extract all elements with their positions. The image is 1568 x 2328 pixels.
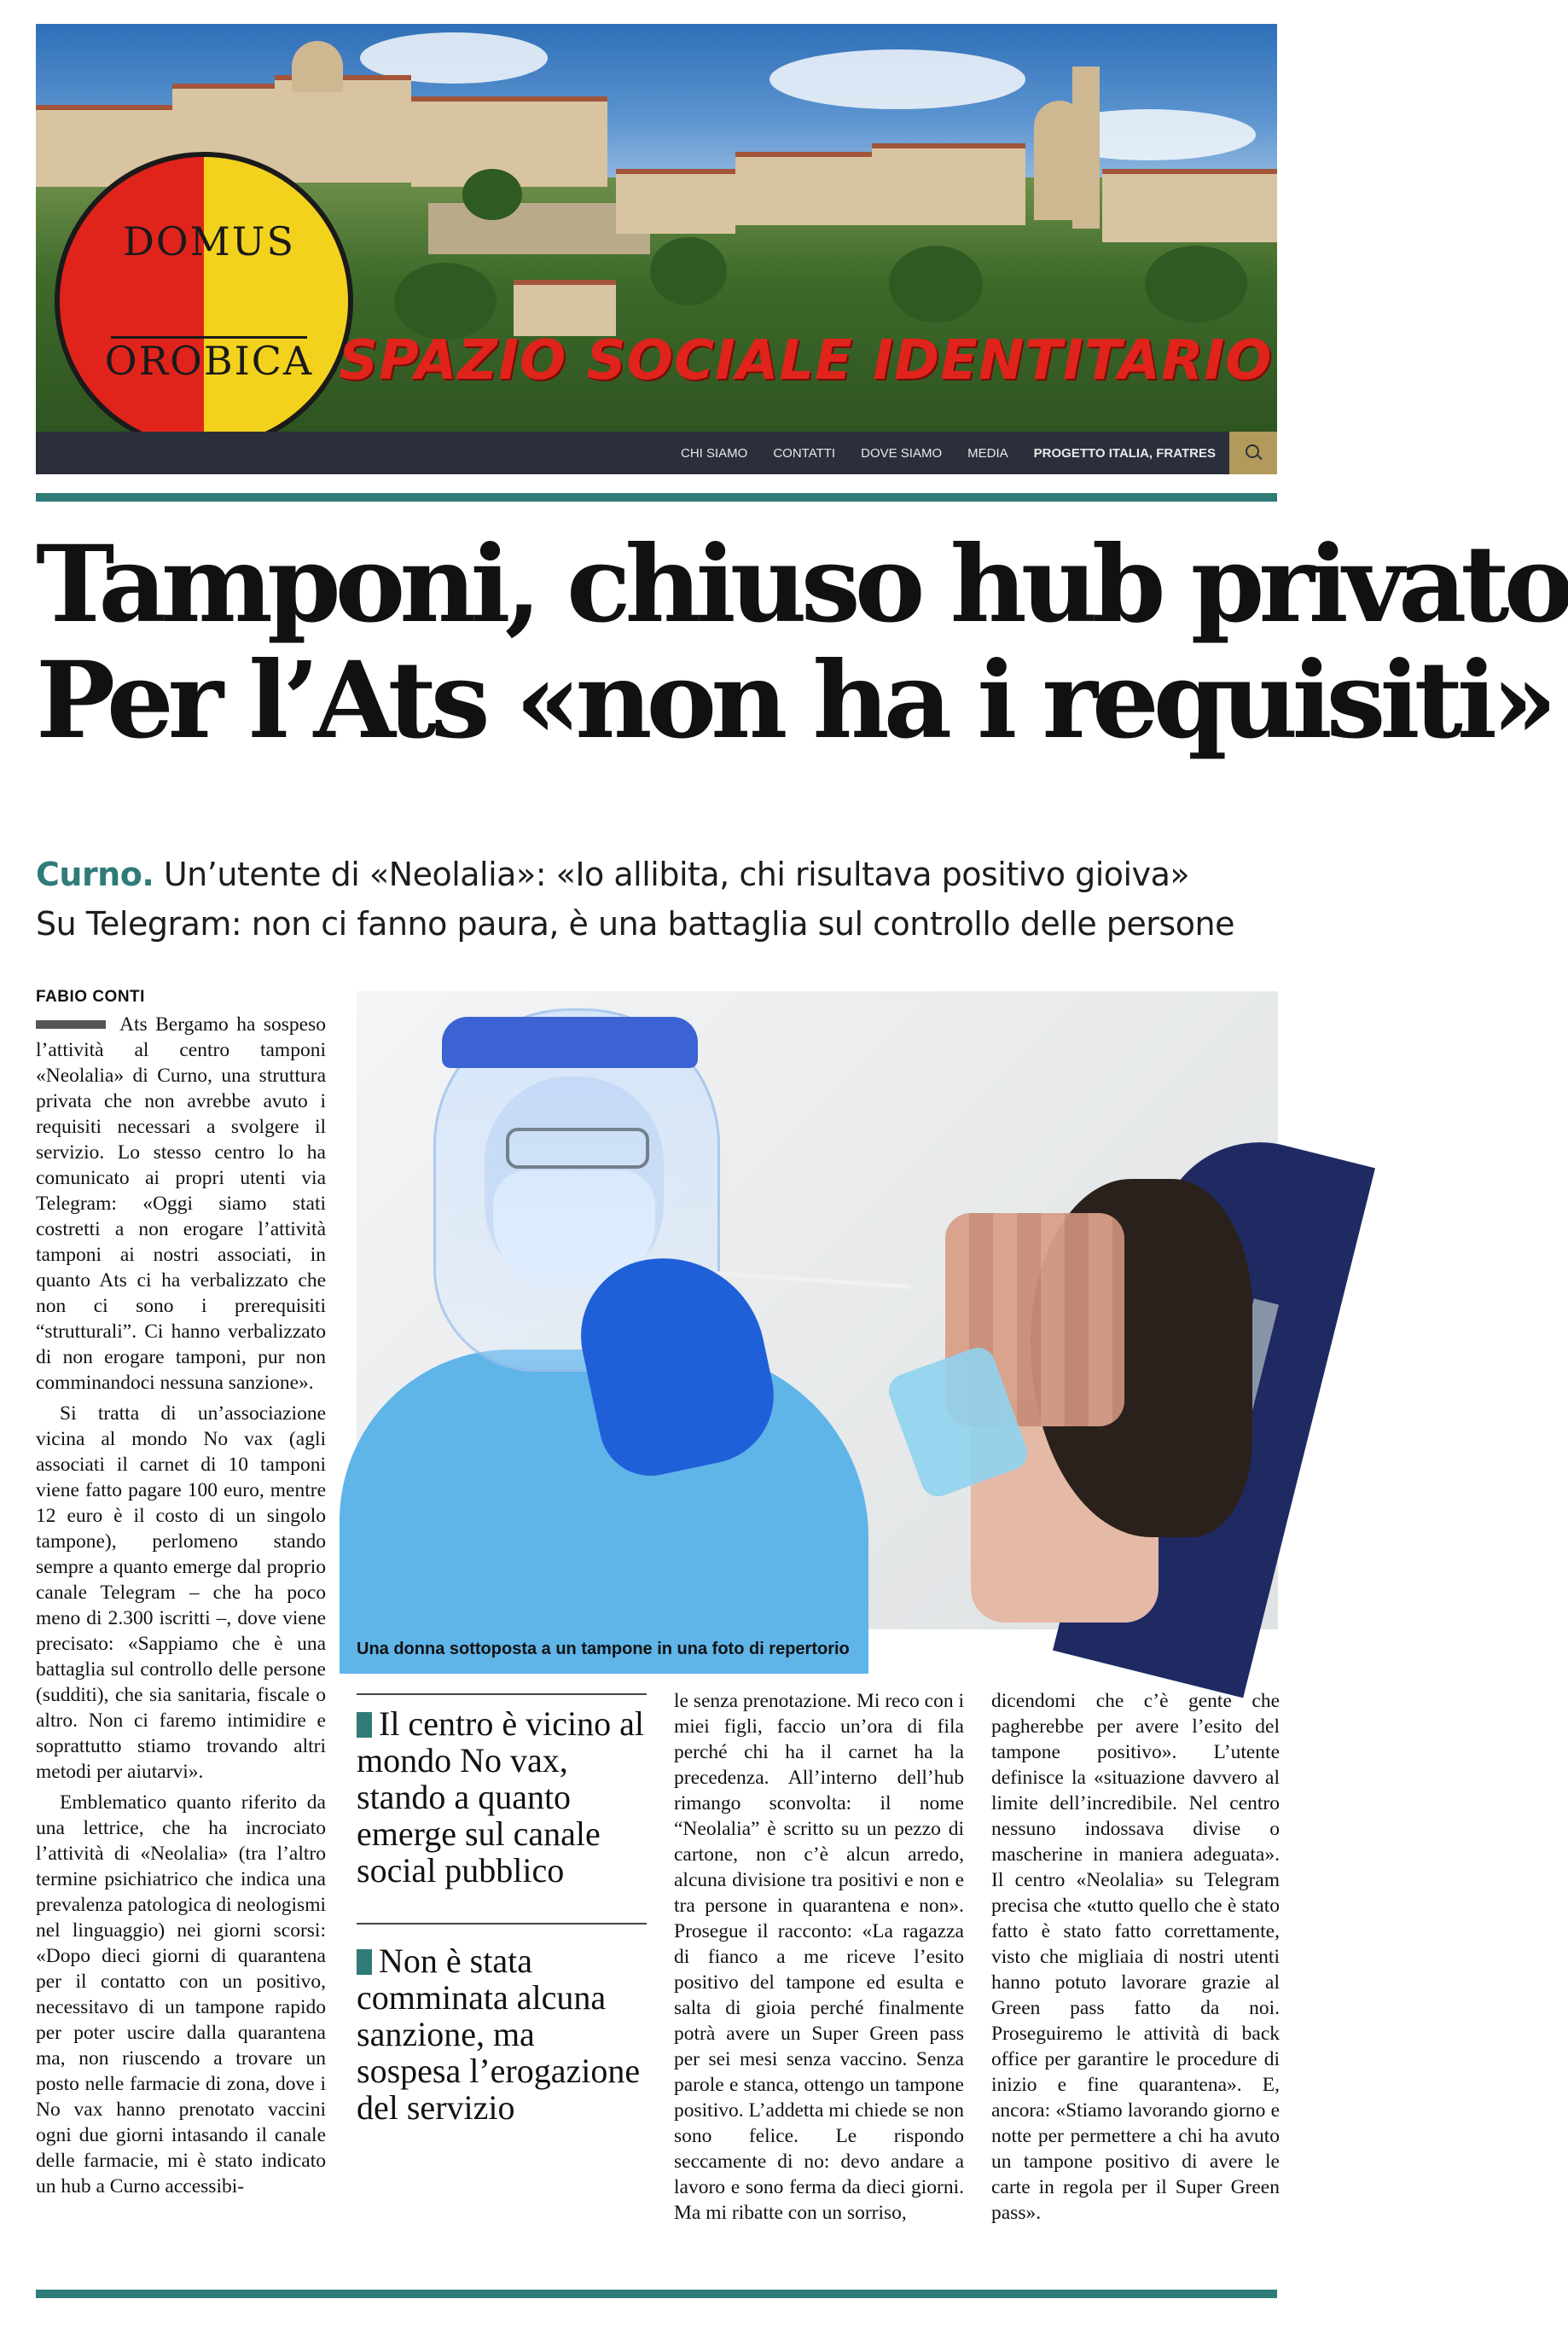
headline-line-2: Per l’Ats «non ha i requisiti» [36, 639, 1552, 763]
pullquote-marker [357, 1712, 372, 1738]
paragraph: Si tratta di un’associazione vicina al mondo No vax (agli associati il carnet di 10 tamponi viene fatto pagare 100 euro, mentre 12 euro è il costo di un singolo tampone), perlomeno stando sempre a quanto emerge dal proprio canale Telegram – che ha poco meno di 2.300 iscritti –, dove viene precisato: «Sappiamo che è una battaglia sul controllo delle persone (sudditi), che sia sanitaria, fiscale o altro. Non ci faremo intimidire e soprattutto stiamo trovando altri metodi per aiutarvi». [36, 1402, 326, 1783]
photo-caption: Una donna sottoposta a un tampone in una foto di repertorio [357, 1640, 850, 1658]
paragraph: Emblematico quanto riferito da una lettrice, che ha incrociato l’attività di «Neolalia» (tra l’altro termine psichiatrico che indica una prevalenza patologica di neologismi nel linguaggio) nei giorni scorsi: «Dopo dieci giorni di quarantena per il contatto con un positivo, necessitavo di un tampone rapido per poter uscire dalla quarantena ma, non riuscendo a trovare un posto nelle farmacie di zona, dove i No vax hanno prenotato vaccini ogni due giorni intasando il canale delle farmacie, mi è stato indicato un hub a Curno accessibi- [36, 1791, 326, 2197]
pullquote-rule [357, 1693, 647, 1695]
kicker-location: Curno. [36, 856, 154, 893]
nav-chi-siamo[interactable]: CHI SIAMO [680, 445, 748, 461]
logo-text-bottom: OROBICA [104, 338, 314, 384]
search-button[interactable] [1229, 432, 1277, 474]
nav-contatti[interactable]: CONTATTI [773, 445, 836, 461]
article-column-4 [991, 1688, 1280, 2226]
pullquote-rule [357, 1923, 647, 1925]
top-rule [36, 493, 1277, 502]
site-banner [36, 24, 1277, 461]
article-subhead [36, 850, 1281, 949]
main-nav [36, 432, 1277, 474]
nav-dove-siamo[interactable]: DOVE SIAMO [861, 445, 943, 461]
paragraph: Ats Bergamo ha sospeso l’attività al centro tamponi «Neolalia» di Curno, una struttura privata che non avrebbe avuto i requisiti necessari a svolgere il servizio. Lo stesso centro lo ha comunicato ai propri utenti via Telegram: «Oggi siamo stati costretti a non erogare l’attività tamponi ai nostri associati, in quanto Ats ci ha verbalizzato che non ci sono i prerequisiti “strutturali”. Ci hanno verbalizzato di non erogare tamponi, pur non comminandoci nessuna sanzione». [36, 1013, 326, 1394]
article-column-1 [36, 1012, 326, 2199]
paragraph: le senza prenotazione. Mi reco con i miei figli, faccio un’ora di fila perché chi ha il carnet ha la precedenza. All’interno dell’hub rimango sconvolta: il nome “Neolalia” è scritto su un pezzo di cartone, non c’è alcun arredo, alcuna divisione tra positivi e non e tra persone in quarantena e non». Prosegue il racconto: «La ragazza di fianco a me riceve l’esito positivo del tampone ed esulta e salta di gioia perché finalmente potrà avere un Super Green pass per sei mesi senza vaccino. Senza parole e stanca, ottengo un tampone positivo. L’addetta mi chiede se non sono felice. Le rispondo seccamente di no: devo andare a lavoro e sono ferma da dieci giorni. Ma mi ribatte con un sorriso, [674, 1690, 964, 2224]
nav-media[interactable]: MEDIA [967, 445, 1008, 461]
article-column-3 [674, 1688, 964, 2226]
subhead-line-1: Un’utente di «Neolalia»: «Io allibita, chi risultava positivo gioiva» [154, 856, 1190, 893]
bottom-rule [36, 2290, 1277, 2298]
pullquote-2: Non è stata comminata alcuna sanzione, ma sospesa l’erogazione del servizio [357, 1942, 641, 2127]
byline: FABIO CONTI [36, 988, 145, 1006]
logo-text-top: DOMUS [123, 218, 295, 264]
domus-orobica-logo[interactable] [55, 152, 353, 450]
article-headline [36, 523, 1568, 763]
paragraph: dicendomi che c’è gente che pagherebbe per avere l’esito del tampone positivo». L’utente definisce la «situazione davvero al limite dell’incredibile. Nel centro nessuno indossava divise o mascherine in maniera adeguata». Il centro «Neolalia» su Telegram precisa che «tutto quello che è stato fatto è stato fatto correttamente, visto che migliaia di nostri utenti hanno potuto lavorare grazie al Green pass fatto da noi. Proseguiremo le attività di back office per garantire le procedure di inizio e fine quarantena». E, ancora: «Stiamo lavorando giorno e notte per permettere a chi ha avuto un tampone positivo di avere le carte in regola per il Super Green pass». [991, 1690, 1280, 2224]
pullquote-1: Il centro è vicino al mondo No vax, stando a quanto emerge sul canale social pubblico [357, 1704, 644, 1890]
headline-line-1: Tamponi, chiuso hub privato [36, 523, 1568, 647]
pullquote-marker [357, 1949, 372, 1975]
article-photo [357, 991, 1278, 1629]
nav-progetto-italia[interactable]: PROGETTO ITALIA, FRATRES [1033, 445, 1216, 461]
site-motto: SPAZIO SOCIALE IDENTITARIO [339, 329, 1273, 392]
swab [715, 1271, 911, 1289]
subhead-line-2: Su Telegram: non ci fanno paura, è una battaglia sul controllo delle persone [36, 905, 1234, 943]
